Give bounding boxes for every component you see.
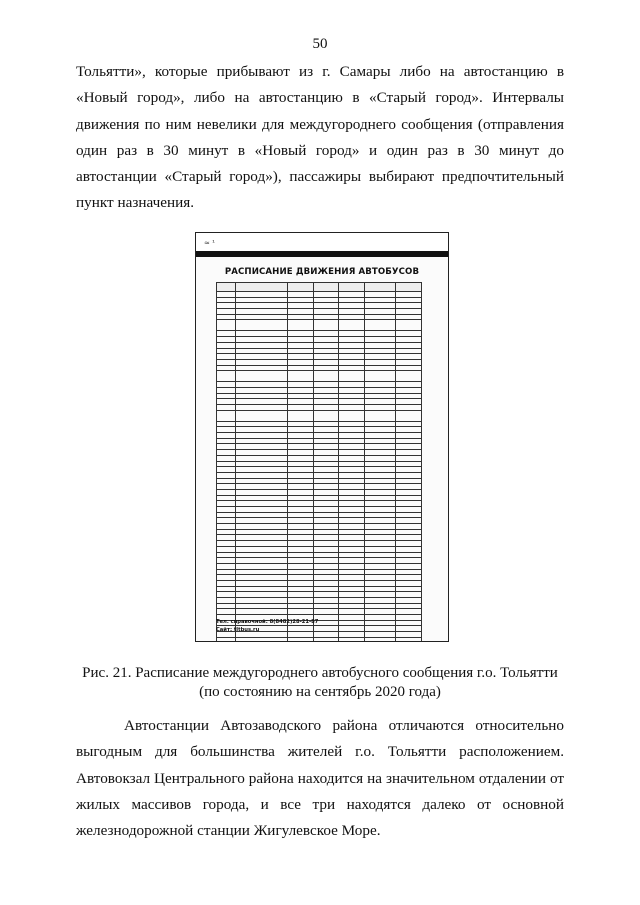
schedule-table-cell: [235, 320, 287, 331]
schedule-table-cell: [313, 283, 339, 292]
schedule-table-cell: [365, 320, 396, 331]
body-paragraph-2: [76, 713, 564, 844]
schedule-title: РАСПИСАНИЕ ДВИЖЕНИЯ АВТОБУСОВ: [224, 267, 420, 277]
schedule-table-cell: [339, 637, 365, 642]
paragraph-line: железнодорожной станции Жигулевское Море.: [76, 822, 381, 840]
figure-caption: [0, 664, 640, 702]
paragraph-line: жилых массивов города, и все три находятся далеко от основной: [76, 795, 564, 813]
schedule-table-cell: [235, 637, 287, 642]
schedule-table-cell: [313, 410, 339, 421]
schedule-table-row: [217, 283, 422, 292]
schedule-site: Сайт: tltbus.ru: [216, 626, 260, 633]
schedule-table-cell: [287, 410, 313, 421]
schedule-table-cell: [339, 410, 365, 421]
schedule-table-cell: [396, 637, 422, 642]
schedule-table-cell: [287, 320, 313, 331]
schedule-table-cell: [217, 637, 236, 642]
caption-line: Рис. 21. Расписание междугороднего автобусного сообщения г.о. Тольятти: [82, 665, 558, 681]
scan-corner-marks: ≈ ¹: [204, 239, 215, 247]
schedule-table-cell: [217, 371, 236, 382]
schedule-table-cell: [217, 283, 236, 292]
paragraph-line: Автостанции Автозаводского района отличаются относительно: [124, 717, 564, 734]
schedule-table-cell: [313, 371, 339, 382]
schedule-figure-scan: [195, 232, 449, 642]
schedule-table-cell: [313, 637, 339, 642]
paragraph-line: автостанции «Старый город»), пассажиры выбирают предпочтительный: [76, 168, 564, 186]
body-paragraph-1: [76, 59, 564, 217]
paragraph-line: пункт назначения.: [76, 194, 195, 212]
schedule-table-cell: [365, 637, 396, 642]
schedule-table-row: [217, 410, 422, 421]
schedule-table-cell: [365, 371, 396, 382]
schedule-table-cell: [365, 283, 396, 292]
paragraph-line: Тольятти», которые прибывают из г. Самары либо на автостанцию в: [76, 63, 564, 80]
schedule-table-cell: [287, 371, 313, 382]
schedule-table-cell: [339, 371, 365, 382]
schedule-table-cell: [217, 320, 236, 331]
schedule-table-cell: [396, 283, 422, 292]
schedule-table-cell: [287, 283, 313, 292]
schedule-table: [216, 282, 422, 642]
schedule-table-cell: [365, 410, 396, 421]
page-number: 50: [312, 36, 328, 52]
paragraph-line: Автовокзал Центрального района находится на значительном отдалении от: [76, 769, 564, 787]
schedule-table-row: [217, 637, 422, 642]
schedule-table-cell: [396, 371, 422, 382]
schedule-footer: [216, 619, 318, 634]
schedule-table-cell: [287, 637, 313, 642]
paragraph-line: выгодным для большинства жителей г.о. Тольятти расположением.: [76, 743, 564, 761]
schedule-table-cell: [339, 320, 365, 331]
schedule-table-cell: [396, 320, 422, 331]
schedule-table-row: [217, 371, 422, 382]
schedule-table-cell: [217, 410, 236, 421]
caption-line: (по состоянию на сентябрь 2020 года): [199, 684, 441, 700]
paragraph-line: «Новый город», либо на автостанцию в «Старый город». Интервалы: [76, 89, 564, 107]
schedule-phone: Тел. справочной: 8(8482)28-21-87: [216, 619, 319, 625]
schedule-table-cell: [396, 410, 422, 421]
schedule-table-row: [217, 320, 422, 331]
schedule-table-cell: [235, 283, 287, 292]
scan-top-band: [196, 233, 448, 257]
paragraph-line: один раз в 30 минут в «Новый город» и один раз в 30 минут до: [76, 141, 564, 159]
schedule-table-cell: [313, 320, 339, 331]
paragraph-line: движения по ним невелики для междугороднего сообщения (отправления: [76, 115, 564, 133]
schedule-table-cell: [339, 283, 365, 292]
schedule-table-cell: [235, 371, 287, 382]
schedule-table-cell: [235, 410, 287, 421]
